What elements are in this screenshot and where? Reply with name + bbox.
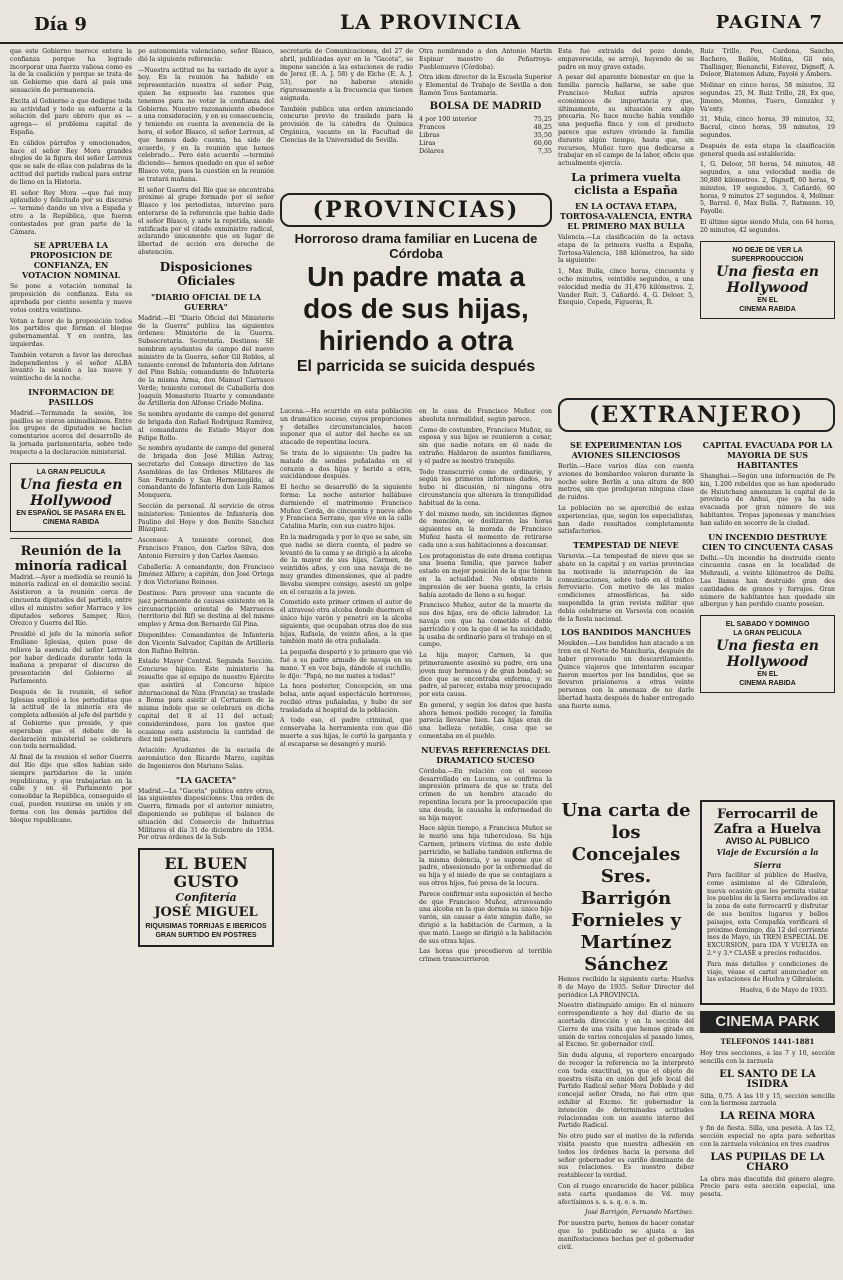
article-paragraph: Ruiz Trillo, Pou, Cardona, Sancho, Bachero, Bailón, Molina, Gil nés, Thallinger, Bienanchi, Estevez, Digneff, A. Deloor, Blatemen Adam, Fayolé y Ambers.: [700, 48, 835, 79]
ad-film-title: Una fiesta en Hollywood: [716, 263, 819, 296]
page-day: Día 9: [34, 14, 87, 35]
article-paragraph: Después de la reunión, el señor Iglesias explicó a los periodistas que la actitud de la minoría era de completa adhesión al jefe del partido y al Gobierno que preside, y que esperaban que el debate de la declaración ministerial se celebrara con toda normalidad.: [10, 688, 132, 751]
section-heading: NUEVAS REFERENCIAS DEL DRAMATICO SUCESO: [421, 744, 550, 765]
bolsa-value: 48,25: [533, 122, 552, 131]
ad-date: Huelva, 6 de Mayo de 1935.: [739, 987, 828, 995]
article-headline: Una carta de los Concejales Sres. Barrigón Fornieles y Martínez Sánchez: [561, 800, 691, 975]
ad-venue: CINEMA RABIDA: [739, 680, 796, 688]
article-kicker: Horroroso drama familiar en Lucena de Córdoba: [294, 231, 538, 261]
article-paragraph: Se trata de lo siguiente: Un padre ha matado de sendas puñaladas en el corazón a dos hijas y herido a otra, suicidándose después.: [280, 449, 412, 481]
article-paragraph: Otra idem director de la Escuela Superior y Elemental de Trabajo de Sevilla a don Ramón Tous Santamaría.: [419, 74, 552, 97]
section-heading: "DIARIO OFICIAL DE LA GUERRA": [151, 291, 261, 312]
article-paragraph: Madrid.—Terminada la sesión, los pasillos se vieron animadísimos. Entre los grupos de diputados se hacían comentarios acerca del desarrollo de la jornada parlamentaria, sobre todo respecto a la declaración ministerial.: [10, 409, 132, 456]
section-headline: Disposiciones Oficiales: [159, 259, 253, 288]
section-label: (PROVINCIAS): [280, 193, 552, 227]
ad-line: LA GRAN PELICULA: [36, 468, 106, 476]
article-paragraph: En general, y según los datos que hasta ahora hemos podido recoger, la familia parecía llevarse bien. Las hijas eran de una belleza notable, cosa que se comentaba en el pueblo.: [419, 701, 552, 741]
bolsa-value: 35,50: [533, 130, 552, 139]
letter-signature: José Barrigón, Fernando Martínez.: [585, 1209, 694, 1217]
article-paragraph: El hecho se desarrolló de la siguiente forma: La noche anterior hallábase durmiendo el matrimonio Francisco Muñoz Cerda, de cincuenta y nueve años y Francisca Serrano, que vive en la calle Catalina Marín, con sus cuatro hijos.: [280, 484, 412, 531]
cinema-ad: [10, 463, 132, 532]
article-headline: La primera vuelta ciclista a España: [571, 170, 681, 197]
article-paragraph: A todo eso, el padre criminal, que conservaba la herramienta con que dió muerte a sus hijas, le cortó la garganta y al escaparse se desangró y murió.: [280, 717, 412, 748]
article-paragraph: También publica una orden anunciando concurso previo de traslado para la provisión de la cátedra de Química Orgánica, vacante en la Facultad de Ciencias de la Universidad de Sevilla.: [280, 105, 413, 144]
listing-title: LAS PUPILAS DE LA CHARO: [710, 1151, 825, 1173]
column-4-top: [419, 48, 552, 188]
ad-title: EL BUEN GUSTO: [164, 854, 248, 892]
ad-film-title: Una fiesta en Hollywood: [19, 476, 123, 509]
newspaper-masthead: LA PROVINCIA: [340, 10, 522, 34]
article-paragraph: No otro pudo ser el motivo de la referida visita puesto que nuestra adhesión en todos los órdenes hacia la persona del señor gobernador es cariño dominante de sus relaciones. Es nuestro deber restablecer la verdad.: [558, 1133, 694, 1180]
article-paragraph: secretaría de Comunicaciones, del 27 de abril, publicadas ayer en la "Gaceta", se impone sanción a las estaciones de radio de Jerez (E. A. J. 58) y de Elche (E. A. J. 53), por no haberse atenido rigurosamente a la frecuencia que tienen asignada.: [280, 48, 413, 102]
article-paragraph: Todo transcurrió como de ordinario, y según los primeros informes dados, no hubo ni discusión, ni ninguna otra circunstancia que alterara la tranquilidad habitual de la cena.: [419, 468, 552, 507]
article-paragraph: Valencia.—La clasificación de la octava etapa de la primera vuelta a España, Tortosa-Valencia, 188 kilómetros, ha sido la siguiente:: [558, 233, 694, 265]
listing-title: EL SANTO DE LA ISIDRA: [719, 1068, 816, 1090]
article-paragraph: En la madrugada y por lo que se sabe, sin que nadie se diera cuenta, el padre se levantó de la cama y se dirigió a la alcoba de la mayor de sus hijas, Carmen, de veintidós años, y con una navaja de no muy grandes dimensiones, que al padre llevaba siempre consigo, asestó un golpe en el corazón a la joven.: [280, 533, 412, 596]
article-paragraph: La hora posterior, Concepción, en una bolsa, ante aquel espectáculo horroroso, recibió otras puñaladas, y hubo de ser trasladada al hospital de la población.: [280, 683, 412, 714]
article-paragraph: El señor Guerra del Río que se encontraba próximo al grupo formado por el señor Blasco y los periodistas, intervino para enterarse de la referencia que había dado el señor Blasco, y ante la repetida, siendo ratificada por el citado exministro radical, aclarando únicamente que en lugar de libertad de acción era derecho de abstención.: [138, 186, 274, 256]
ad-line: LA GRAN PELICULA: [733, 630, 802, 638]
page-number: PAGINA 7: [715, 12, 823, 33]
article-paragraph: Sin duda alguna, el reportero encargado de recoger la referencia no la interpretó con toda exactitud, ya que el objeto de nuestra visita en unión del jefe local del Partido Radical señor Mora Doblado y del concejal señor Orada, no fué otro que exhibir al Excmo. Sr. gobernador la intención de determinadas actitudes relacionadas con un asunto interno del Partido Radical.: [558, 1052, 694, 1130]
article-paragraph: Molinar en cinco horas, 58 minutos, 32 segundos. 25, M. Ruiz Trillo, 28, Ex que, Jimeno, Montes, Tuero, González y Va'enty.: [700, 82, 835, 113]
provincias-section: [280, 193, 552, 1276]
ferrocarril-ad: [700, 800, 835, 1005]
article-paragraph: La población no se apercibió de estas experiencias, que, según los especialistas, han dado resultados completamente satisfactorios.: [558, 504, 694, 536]
ad-title: Ferrocarril de Zafra a Huelva: [713, 807, 822, 837]
article-paragraph: 1, G. Deloor, 50 horas, 54 minutos, 48 segundos, a una velocidad media de 30,880 kilómetros. 2, Digneff, 60 horas, 9 minutos, 19 segundos. 3, Cañardó, 60 horas, 9 minutos 27 segundos. 4, Molinar. 5, Barral. 6, Max Bulla. 7, Ratmann. 10, Fayolle.: [700, 161, 835, 216]
article-paragraph: —Nuestra actitud no ha variado de ayer a hoy. En la reunión ha habido en representación nuestra el señor Puig, quien ha expuesto las razones que tenemos para no votar la confianza del Gobierno. Nuestro razonamiento obedece a una consideración, y en su consecuencia, y teniendo en cuenta la avenencia de la hora, el señor Blasco, el señor Lerroux, al que hemos dado cuenta, ha sido de acuerdo, y en la reunión que hemos celebrado... Pero éste acuerdo —terminó diciendo— hemos quedado en que el señor Blasco vote, pues la cuestión en la reunión se tratará mañana.: [138, 66, 274, 183]
bolsa-label: Liras: [419, 138, 436, 147]
article-paragraph: Se nombra ayudante de campo del general de brigada don Rafael Rodríguez Ramírez, al comandante de Estado Mayor don Felipe Rollo.: [138, 411, 274, 442]
section-label: (EXTRANJERO): [558, 398, 835, 432]
article-paragraph: Estado Mayor Central. Segunda Sección. Concurso hípico. Este ministerio ha resuelto que el equipo de nuestro Ejército que asistirá al Concurso hípico internacional de Niza (Francia) se traslade a Roma para asistir al Certamen de la misma índole que se celebrará en dicha capital del 8 al 11 del actual; considerándose, para los gastos que ocasione esta asistencia la cantidad de diez mil pesetas.: [138, 658, 274, 744]
column-6: [700, 48, 835, 393]
article-paragraph: Después de esta etapa la clasificación general queda así establecida:: [700, 142, 835, 158]
bolsa-value: 75,25: [533, 114, 552, 123]
bolsa-label: Francos: [419, 122, 446, 131]
listing-text: La obra más discutida del género alegre. Precio para esta sección especial, una peseta.: [700, 1175, 835, 1199]
divider: [10, 538, 132, 539]
ad-paragraph: Para más detalles y condiciones de viaje, véase el cartel anunciador en las estaciones de Huelva y Gibraleón.: [707, 960, 828, 984]
bolsa-row: [419, 131, 552, 139]
extranjero-section: [558, 398, 835, 793]
page-header: [0, 0, 843, 44]
section-heading: SE APRUEBA LA PROPOSICION DE CONFIANZA, EN VOTACION NOMINAL: [22, 240, 120, 281]
article-paragraph: Berlín.—Hace varios días con cuenta aviones de bombardeo volaron durante la noche sobre Berlín a una altura de 800 metros, sin que produjeran ninguna clase de ruidos.: [558, 463, 694, 502]
article-paragraph: Madrid.—Ayer a mediodía se reunió la minoría radical en el domicilio social. Asistieron a la reunión cerca de cincuenta diputados del partido, entre ellos el ministro señor Marraco y los diputados señores Samper, Rico, Orozco y Guerra del Río.: [10, 573, 132, 628]
article-paragraph: Hemos recibido la siguiente carta: Huelva 8 de Mayo de 1935. Señor Director del periódico LA PROVINCIA.: [558, 976, 694, 999]
ad-line: EN EL: [757, 296, 778, 304]
article-paragraph: Lucena.—Ha ocurrido en esta población un dramático suceso, cuyos proporciones y detalles circunstanciales, hacen suponer que el autor del hecho es un atacado de repentina locura.: [280, 408, 412, 447]
confiteria-ad: [138, 848, 274, 947]
article-paragraph: Se pone a votación nominal la proposición de confianza. Esta es aprobada por ciento sesenta y nueve votos contra veintiuno.: [10, 283, 132, 314]
bolsa-label: Dólares: [419, 146, 444, 155]
cinema-ad: [700, 241, 835, 319]
article-paragraph: Varsovia.—La tempestad de nieve que se abate en la capital y en varias provincias ha motivado la interrupción de las comunicaciones, sobre todo en el tráfico ferroviario. Con motivo de las malas condiciones atmosféricas, ha sido suspendida la gran revista militar que debía celebrarse en Varsovia con ocasión de la fiesta nacional.: [558, 553, 694, 623]
article-paragraph: Francisco Muñoz, autor de la muerte de sus dos hijas, era de oficio labrador. La navaja con que ha cometido el doble parricidio y con la que él se ha suicidado, la usaba de ordinario para el trabajo en el campo.: [419, 602, 552, 649]
article-paragraph: Cometido este primer crimen el autor de él atravesó otra alcoba donde duermen el único hijo varón y penetró en la alcoba siguiente, que ocupaban otras dos de sus hijas, Rafaela, de veinte años, a la que también mató de otra puñalada.: [280, 599, 412, 646]
cinema-phone: TELEFONOS 1441-1881: [720, 1036, 815, 1046]
ad-heading: Viaje de Excursión a la Sierra: [716, 847, 819, 870]
right-ads-column: [700, 800, 835, 1276]
ad-venue: CINEMA RABIDA: [42, 518, 100, 526]
article-paragraph: Votan a favor de la proposición todos los partidos que forman el bloque gubernamental. Y en contra, las izquierdas.: [10, 317, 132, 348]
section-heading: UN INCENDIO DESTRUYE CIEN TO CINCUENTA CASAS: [701, 531, 834, 552]
section-heading: EN LA OCTAVA ETAPA, TORTOSA-VALENCIA, ENTRA EL PRIMERO MAX BULLA: [559, 200, 692, 231]
ad-line: GRAN SURTIDO EN POSTRES: [155, 932, 257, 940]
cinema-name: CINEMA PARK: [700, 1011, 835, 1033]
section-heading: LOS BANDIDOS MANCHUES: [561, 627, 691, 638]
article-paragraph: Destinos: Para proveer una vacante de juez permanente de causas existente en la circunscripción oriental de Marruecos (territorio del Rif) se destina al del mismo empleo y Arma don Bernardo Gil Pina.: [138, 590, 274, 629]
article-paragraph: en la casa de Francisco Muñoz con absoluta normalidad, según parece.: [419, 408, 552, 423]
article-paragraph: Otra nombrando a don Antonio Martín Espinar maestro de Peñarroya-Pueblonuevo (Córdoba).: [419, 48, 552, 71]
extranjero-column-b: [700, 436, 835, 793]
ad-line: EN ESPAÑOL SE PASARA EN EL: [16, 509, 126, 517]
bolsa-label: 4 por 100 interior: [419, 114, 477, 123]
article-paragraph: Esta fué extraída del pozo donde, empavorecida, se arrojó, huyendo de su padre en muy grave estado.: [558, 48, 694, 71]
provincias-column-a: [280, 408, 412, 1276]
bolsa-heading: BOLSA DE MADRID: [429, 100, 542, 112]
carta-article: [558, 800, 694, 1276]
column-1: [10, 48, 132, 1276]
bolsa-row: [419, 139, 552, 147]
bolsa-row: [419, 115, 552, 123]
article-paragraph: Delhi.—Un incendio ha destruido ciento cincuenta casas en la localidad de Mehrauli, a veinte kilómetros de Delhi. Las llamas han destruido gran des cantidades de granos y forrajes. Gran número de habitantes han quedado sin albergue y han perdido cuanto poseían.: [700, 554, 835, 609]
article-headline: Un padre mata a dos de sus hijas, hiriendo a otra: [303, 261, 529, 356]
article-paragraph: po autonomista valenciano, señor Blasco, dió la siguiente referencia:: [138, 48, 274, 63]
ad-line: RIQUISIMAS TORRIJAS E IBERICOS: [145, 923, 267, 931]
ad-subtitle: Confitería: [175, 891, 237, 905]
listing-text: y fin de fiesta. Silla, una peseta. A las 12, sección especial no apta para señoritas con la zarzuela volcánica en tres cuadros: [700, 1125, 835, 1148]
article-paragraph: El señor Rey Mora —que fué muy aplaudido y felicitado por su discurso— terminó dando un viva a España y otro a la República, que fueron contestados por gran parte de la Cámara.: [10, 189, 132, 236]
ad-film-title: Una fiesta en Hollywood: [716, 638, 819, 671]
cinema-park-listing: [700, 1011, 835, 1199]
bolsa-label: Libras: [419, 130, 440, 139]
article-paragraph: Excita al Gobierno a que dedique toda su actividad y todo su esfuerzo a la solución del paro obrero que es —agrega— el problema capital de España.: [10, 97, 132, 136]
ad-line: EN EL: [757, 671, 778, 679]
article-paragraph: Parece confirmar esta suposición el hecho de que Francisco Muñoz, atravesando una alcoba en la que dormía su único hijo varón, sin causar a éste ningún daño, se dirigió a la habitación de Carmen, a la que mató. Luego se dirigió a la habitación de sus otras hijas.: [419, 890, 552, 945]
bolsa-value: 7,35: [537, 146, 552, 155]
article-paragraph: En cálidos párrafos y emocionados, hace el señor Rey Mora grandes elogios de la figura del señor Lerroux que se sale de ellas con palabras de la actitud del partido radical para entrar de lleno en la Historia.: [10, 139, 132, 186]
bolsa-table: [419, 115, 552, 155]
article-paragraph: Hace algún tiempo, a Francisca Muñoz se le murió una hija tuberculosa. Su hija Carmen, primera víctima de este doble parricidio, se hallaba también enferma de la misma dolencia, y se supone que el padre, obsesionado por la enfermedad de su hija y el miedo de que se contagiara a sus otros hijos, fué presa de la locura.: [419, 825, 552, 888]
article-paragraph: Aviación: Ayudantes de la escuela de aeronáutico don Ricardo Marzo, capitán de Ingenieros don Mariano Salas.: [138, 747, 274, 770]
article-paragraph: Presidió el jefe de la minoría señor Emiliano Iglesias, quien puso de relieve la esencia del señor Lerroux por haber dedicado durante toda la mañana a preparar el discurso de presentación del Gobierno al Parlamento.: [10, 631, 132, 686]
article-paragraph: Y del mismo modo, sin incidentes dignos de mención, se deslizaron las horas siguientes en la morada de Francisco Muñoz hasta el momento de retirarse cada uno a sus habitaciones a descansar.: [419, 510, 552, 549]
ad-line: NO DEJE DE VER LA SUPERPRODUCCION: [731, 246, 804, 263]
article-paragraph: Las horas que precedieron al terrible crimen transcurrieron: [419, 948, 552, 964]
listing-text: Hoy tres secciones, a las 7 y 10, sección sencilla con la zarzuela: [700, 1049, 835, 1065]
article-paragraph: Al final de la reunión el señor Guerra del Río dijo que ellos habían sido siempre partidarios de la unión republicana, y que trabajarían en la calle y en el Parlamento por consolidar la República, conseguido el cual, pueden reunirse en unión y en forma con los demás partidos del bloque republicano.: [10, 754, 132, 824]
newspaper-page: [10, 48, 835, 1276]
column-2: [138, 48, 274, 1276]
bolsa-value: 60,60: [533, 138, 552, 147]
article-paragraph: Como de costumbre, Francisco Muñoz, su esposa y sus hijos se reunieron a cenar, sin que nadie notara en él nada de extraño. Hablaron de asuntos familiares, y el padre se mostró tranquilo.: [419, 426, 552, 465]
provincias-column-b: [419, 408, 552, 1276]
article-paragraph: Disponibles: Comandantes de Infantería don Vicente Salvador, Capitán de Artillería don Rufino Beltrán.: [138, 632, 274, 655]
article-headline: Reunión de la minoría radical: [14, 543, 128, 574]
section-heading: INFORMACION DE PASILLOS: [28, 386, 114, 407]
article-paragraph: También votaron a favor las derechas independientes y el señor ALBA levantó la sesión a las nueve y veintiocho de la noche.: [10, 351, 132, 383]
ad-name: JOSÉ MIGUEL: [154, 905, 258, 921]
column-5: [558, 48, 694, 393]
cinema-ad: [700, 615, 835, 693]
article-paragraph: La hija mayor, Carmen, la que primeramente asesinó su padre, era una joven muy hermosa y de gran bondad; se dice que se encontraba enferma, y su padre, al parecer, estaba muy preocupado por esta causa.: [419, 652, 552, 699]
article-paragraph: Shanghai.—Según una información de Pe kin, 1.200 rebeldes que se han apoderado de Hsiutchang amenazan la capital de la provincia de Anhui, que ya ha sido evacuada por gran número de sus habitantes. Tropas japonesas y manchúes han salido en socorro de la ciudad.: [700, 473, 835, 527]
article-paragraph: Córdoba.—En relación con el suceso desarrollado en Lucena, se confirma la impresión primera de que se trata del crimen de un hombre atacado de repentina locura por la preocupación que una deuda, le causaba la enfermedad de su hija mayor.: [419, 767, 552, 822]
article-paragraph: La pequeña despertó y lo primero que vió fué a su padre armado de navaja en su mano. Y en voz baja, dándole el cuchillo, le dijo: "Papá, no me mates a todas!": [280, 649, 412, 680]
article-paragraph: Sección de personal. Al servicio de otros ministerios: Tenientes de Infantería don Paulino del Hoyo y don Benito Sánchez Blázquez.: [138, 503, 274, 534]
ad-line: EL SABADO Y DOMINGO: [725, 621, 810, 629]
section-heading: "LA GACETA": [175, 774, 237, 785]
article-paragraph: Los protagonistas de este drama contigua una buena familia, que parece haber estado en mejor posición de la que tienen en la actualidad. No obstante la impresión de ser buena gente, la crisis había azotado de lleno a su hogar.: [419, 552, 552, 599]
section-heading: SE EXPERIMENTAN LOS AVIONES SILENCIOSOS: [570, 440, 682, 460]
extranjero-column-a: [558, 436, 694, 793]
listing-title: LA REINA MORA: [719, 1111, 816, 1123]
article-paragraph: Por nuestra parte, hemos de hacer constar que lo publicado se ajusta a las manifestaciones hechas por el gobernador civil.: [558, 1220, 694, 1251]
listing-text: Silla, 0,75. A las 10 y 15, sección sencilla con la hermosa zarzuela: [700, 1092, 835, 1108]
article-paragraph: Con el ruego encarecido de hacer pública esta carta quedamos de Vd. muy afectísimos s. s. s. q. e. s. m.: [558, 1182, 694, 1206]
article-paragraph: Caballería: A comandante, don Francisco Jiménez Alfaro; a capitán, don José Ortega y don Victoriano Reinoso.: [138, 563, 274, 587]
section-heading: TEMPESTAD DE NIEVE: [573, 540, 679, 551]
ad-subtitle: AVISO AL PUBLICO: [725, 836, 810, 846]
article-paragraph: A pesar del aparente bienestar en que la familia parecía hallarse, se sabe que Francisco Muñoz sufría apuros económicos de importancia y que, últimamente, su situación era algo precaria. No hace mucho había vendido una pequeña finca y con el producto parece que estuvo viviendo la familia durante algún tiempo, hasta que, sin recursos, Muñoz tuvo que dedicarse a trabajar en el campo de la labor, oficio que actualmente ejercía.: [558, 74, 694, 168]
article-paragraph: que este Gobierno merece entera la confianza porque ha logrado incorporar una fuerza valiosa como es la de la coalición y porque se trata de un Gobierno que dará al país una sensación de permanencia.: [10, 48, 132, 94]
ad-paragraph: Para facilitar al público de Huelva, como asimismo al de Gibraleón, nueva ocasión que les permita visitar los pueblos de la Sierra enclavados en la zona de este ferrocarril y disfrutar de sus bonitos lugares y bellos paisajes, esta Compañía verificará el próximo domingo, día 12 del corriente mes de Mayo, un TREN ESPECIAL DE EXCURSION, para IDA Y VUELTA en 2.ª y 3.ª CLASE a precios reducidos.: [707, 872, 828, 957]
article-paragraph: 1, Max Bulla, cinco horas, cincuenta y ocho minutos, veintidós segundos, a una velocidad media de 31,476 kilómetros. 2, Vander Ruit. 3, Cañardó. 4, G. Deloor. 5, Exequio, Cepeda, Figueras, R.: [558, 268, 694, 307]
article-paragraph: Madrid.—El "Diario Oficial del Ministerio de la Guerra" publica las siguientes órdenes: Ministerio de la Guerra. Subsecretaría. Secretaría. Destinos: SE nombran ayudantes de campo del nuevo ministro de la Guerra, señor Gil Robles, al teniente coronel de Infantería don Adriano del Pino Bahía; comandante de Infantería de la misma Arma, don Manuel Carrasco Verde; teniente coronel de Caballería don Joaquín Monasterio Ituarte y comandante de Artillería don Alfonso Criado Molina.: [138, 314, 274, 408]
section-heading: CAPITAL EVACUADA POR LA MAYORIA DE SUS HABITANTES: [702, 440, 833, 470]
article-paragraph: Madrid.—La "Gaceta" publica entre otras, las siguientes disposiciones: Una orden de Guerra, firmada por el anterior ministro, disponiendo se publique el balance de situación del Consorcio de Industrias Militares el día 31 de diciembre de 1934. Por otras órdenes de la Sub-: [138, 787, 274, 842]
ad-venue: CINEMA RABIDA: [739, 305, 796, 313]
article-paragraph: Ascensos: A teniente coronel, don Francisco Franco, don Carlos Silva, don Antonio Ferreiro y don Carlos Asensio.: [138, 537, 274, 560]
bolsa-row: [419, 123, 552, 131]
article-paragraph: Nuestro distinguido amigo: En el número correspondiente a hoy del diario de su acertada dirección y en la sección del Cierre de una visita que hemos girado en unión de varios concejales el pasado lunes, al Excmo. Sr. gobernador civil.: [558, 1002, 694, 1049]
bolsa-row: [419, 147, 552, 155]
article-deck: El parricida se suicida después: [296, 358, 536, 375]
article-paragraph: Moukden.—Los bandidos han atacado a un tren en el Norte de Manchuria, después de haber provocado un descarrilamiento. Quince viajeros que intentaron escapar fueron muertos por los bandidos, que se llevaron prisioneros a otras veinte personas con la amenaza de no darle libertad hasta después de haber entregado una fuerte suma.: [558, 640, 694, 710]
article-paragraph: 31, Mula, cinco horas, 39 minutos, 32, Bacral, cinco horas, 59 minutos, 19 segundos.: [700, 116, 835, 139]
column-3-top: [280, 48, 413, 188]
article-paragraph: El último sigue siendo Mula, con 64 horas, 20 minutos, 42 segundos.: [700, 218, 835, 234]
article-paragraph: Se nombra ayudante de campo del general de brigada don José Millán Astray, secretario del Consejo directivo de las Asambleas de las Ordenes Militares de San Fernando y San Hermenegildo, al comandante de Infantería don Luis Ramos Monquera.: [138, 445, 274, 500]
